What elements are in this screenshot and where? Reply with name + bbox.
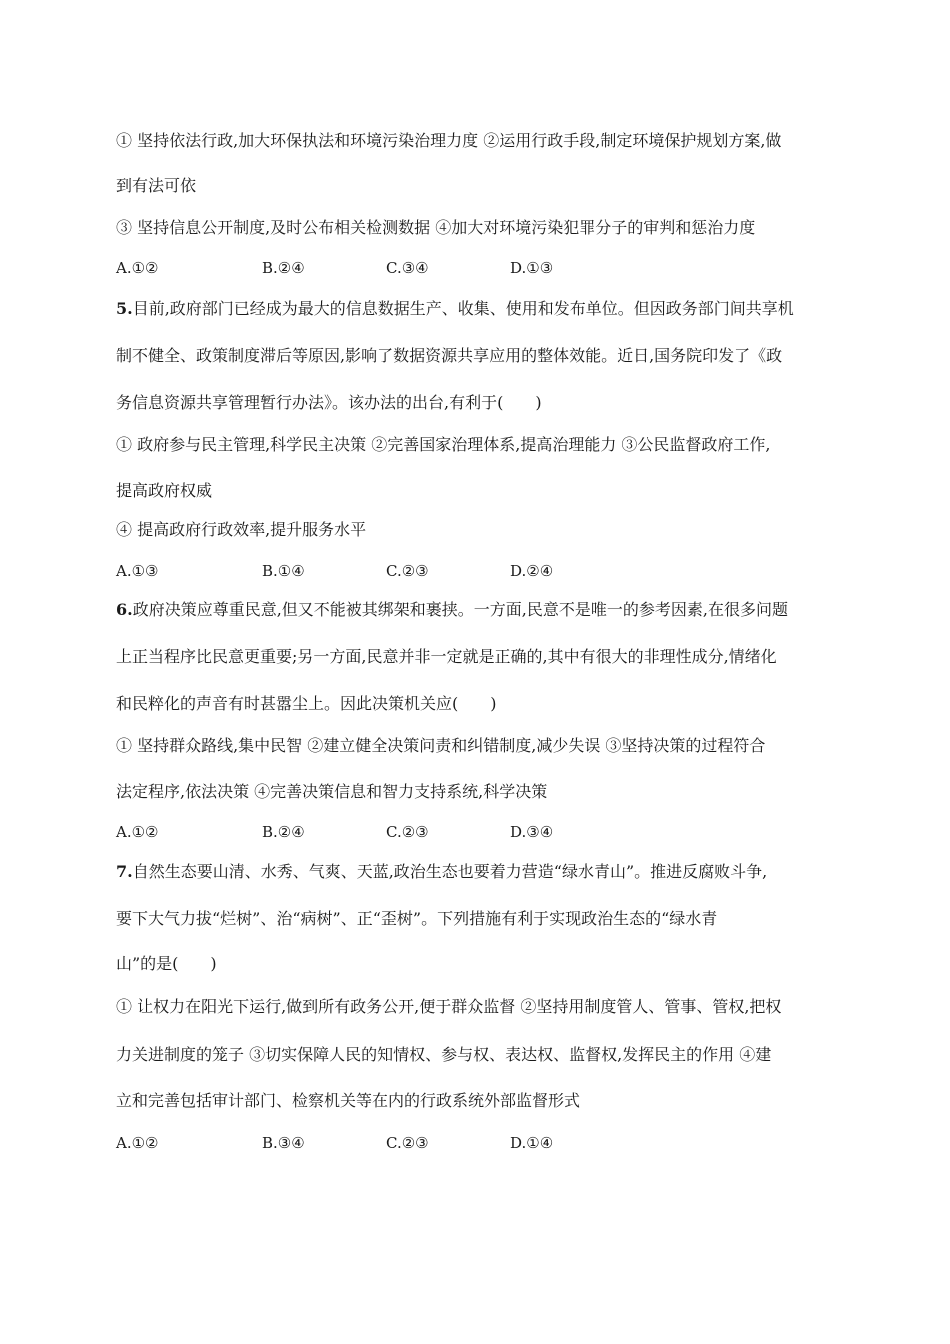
q6-option-b[interactable]: B.②④ <box>262 823 305 841</box>
q4-statement-line: 到有法可依 <box>116 176 197 195</box>
q6-stem-text: 政府决策应尊重民意,但又不能被其绑架和裹挟。一方面,民意不是唯一的参考因素,在很多问题 <box>132 600 788 619</box>
q5-option-a[interactable]: A.①③ <box>116 562 159 580</box>
q7-statement-line: 力关进制度的笼子 ③切实保障人民的知情权、参与权、表达权、监督权,发挥民主的作用 ④建 <box>116 1045 772 1064</box>
q7-option-a[interactable]: A.①② <box>116 1134 159 1152</box>
q4-options <box>116 258 716 278</box>
q5-option-d[interactable]: D.②④ <box>510 562 554 580</box>
q5-stem-line: 制不健全、政策制度滞后等原因,影响了数据资源共享应用的整体效能。近日,国务院印发了《政 <box>116 346 783 365</box>
q4-statement-line: ③ 坚持信息公开制度,及时公布相关检测数据 ④加大对环境污染犯罪分子的审判和惩治力度 <box>116 218 756 237</box>
q6-statement-line: 法定程序,依法决策 ④完善决策信息和智力支持系统,科学决策 <box>116 782 548 801</box>
q4-option-b[interactable]: B.②④ <box>262 259 305 277</box>
q7-option-c[interactable]: C.②③ <box>386 1134 429 1152</box>
q4-option-d[interactable]: D.①③ <box>510 259 554 277</box>
q5-options <box>116 561 716 581</box>
q5-stem-text: 目前,政府部门已经成为最大的信息数据生产、收集、使用和发布单位。但因政务部门间共享机 <box>132 299 794 318</box>
q5-statement-line: ① 政府参与民主管理,科学民主决策 ②完善国家治理体系,提高治理能力 ③公民监督政府工作, <box>116 435 771 454</box>
q6-stem-line: 和民粹化的声音有时甚嚣尘上。因此决策机关应( ) <box>116 694 497 713</box>
q4-option-c[interactable]: C.③④ <box>386 259 429 277</box>
q5-stem-line: 务信息资源共享管理暂行办法》。该办法的出台,有利于( ) <box>116 393 542 412</box>
q4-option-a[interactable]: A.①② <box>116 259 159 277</box>
q5-number: 5. <box>116 299 133 318</box>
q6-options <box>116 822 716 842</box>
q6-number: 6. <box>116 600 133 619</box>
q6-option-a[interactable]: A.①② <box>116 823 159 841</box>
q7-stem-line: 要下大气力拔“烂树”、治“病树”、正“歪树”。下列措施有利于实现政治生态的“绿水青 <box>116 909 718 928</box>
q5-option-b[interactable]: B.①④ <box>262 562 305 580</box>
q6-option-d[interactable]: D.③④ <box>510 823 554 841</box>
q5-statement-line: 提高政府权威 <box>116 481 213 500</box>
q7-stem-line <box>116 862 834 882</box>
q6-stem-line <box>116 600 834 620</box>
q6-option-c[interactable]: C.②③ <box>386 823 429 841</box>
q7-stem-text: 自然生态要山清、水秀、气爽、天蓝,政治生态也要着力营造“绿水青山”。推进反腐败斗争, <box>132 862 768 881</box>
q7-statement-line: ① 让权力在阳光下运行,做到所有政务公开,便于群众监督 ②坚持用制度管人、管事、管权,把权 <box>116 997 782 1016</box>
q5-stem-line <box>116 299 834 319</box>
q6-statement-line: ① 坚持群众路线,集中民智 ②建立健全决策问责和纠错制度,减少失误 ③坚持决策的过程符合 <box>116 736 766 755</box>
q5-option-c[interactable]: C.②③ <box>386 562 429 580</box>
q6-stem-line: 上正当程序比民意更重要;另一方面,民意并非一定就是正确的,其中有很大的非理性成分,情绪化 <box>116 647 777 666</box>
q7-options <box>116 1133 716 1153</box>
q5-statement-line: ④ 提高政府行政效率,提升服务水平 <box>116 520 367 539</box>
q7-number: 7. <box>116 862 133 881</box>
q7-option-b[interactable]: B.③④ <box>262 1134 305 1152</box>
q7-statement-line: 立和完善包括审计部门、检察机关等在内的行政系统外部监督形式 <box>116 1091 581 1110</box>
q4-statement-line: ① 坚持依法行政,加大环保执法和环境污染治理力度 ②运用行政手段,制定环境保护规划方案,做 <box>116 131 782 150</box>
q7-stem-line: 山”的是( ) <box>116 954 217 973</box>
q7-option-d[interactable]: D.①④ <box>510 1134 554 1152</box>
